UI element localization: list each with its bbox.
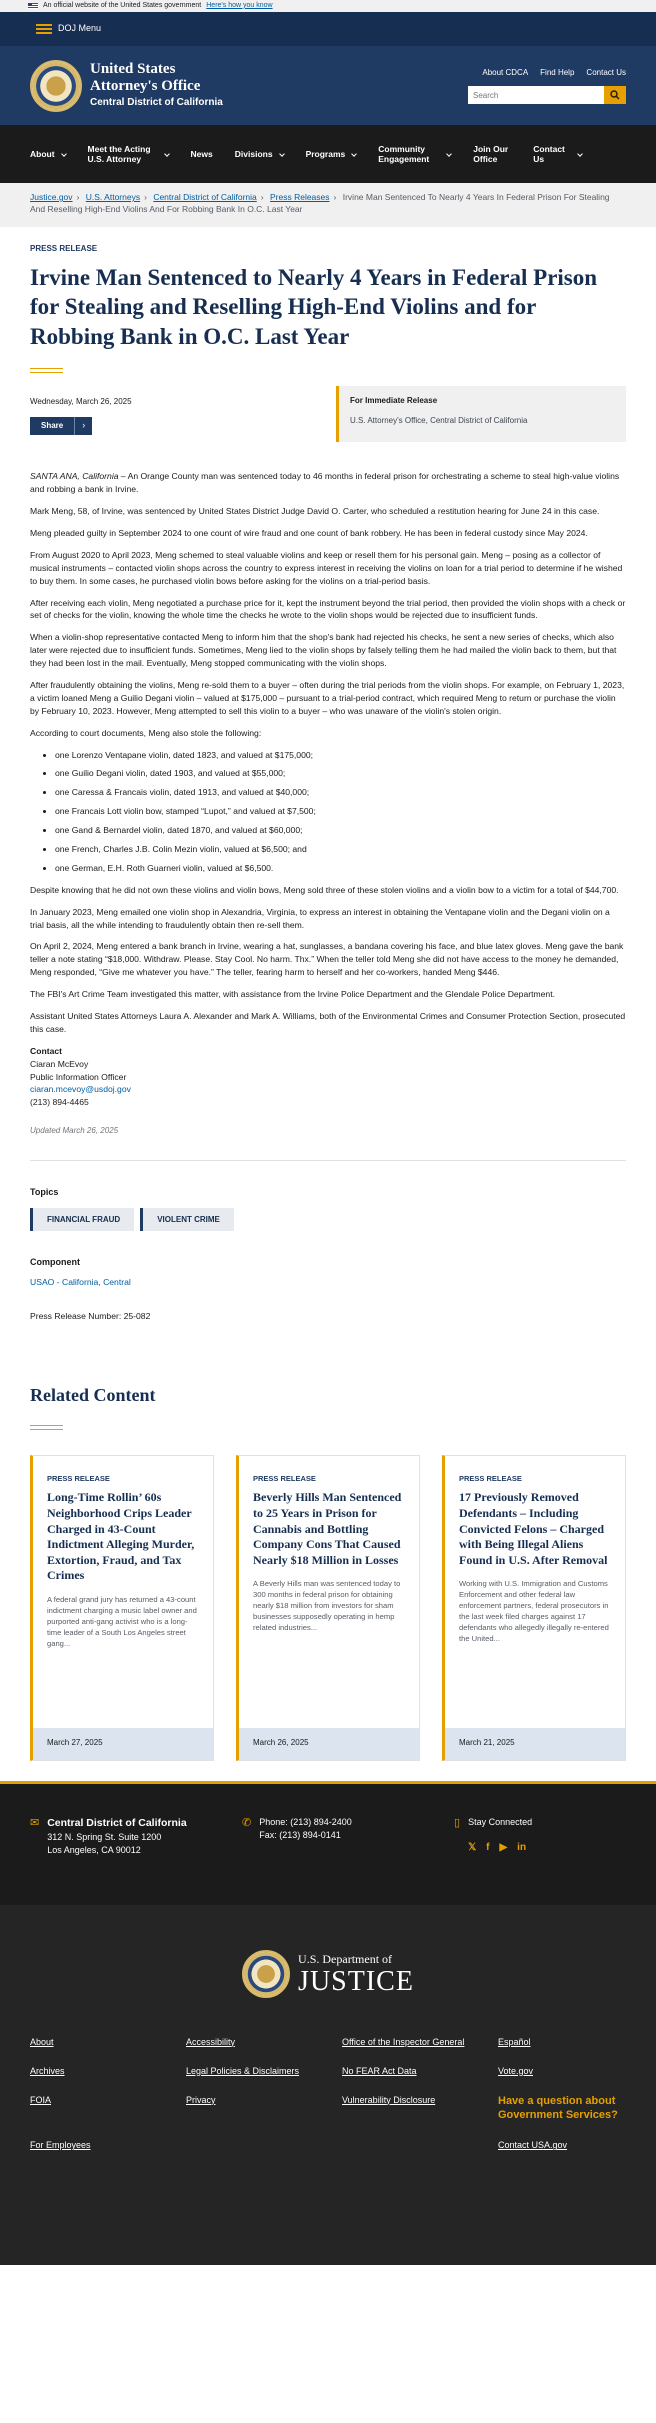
card-kicker: PRESS RELEASE <box>47 1473 110 1483</box>
article-body <box>30 470 626 1036</box>
topic-tag-financial-fraud[interactable]: FINANCIAL FRAUD <box>30 1208 134 1232</box>
card-kicker: PRESS RELEASE <box>253 1473 316 1483</box>
search-icon <box>610 90 620 100</box>
list-item: • one German, E.H. Roth Guarneri violin, valued at $6,500. <box>55 862 626 875</box>
contact-phone: (213) 894-4465 <box>30 1097 89 1108</box>
footer-link-inspector-general[interactable]: Office of the Inspector General <box>342 2036 465 2047</box>
gov-banner-text: An official website of the United States government <box>43 1 202 9</box>
card-date: March 26, 2025 <box>239 1728 419 1760</box>
paragraph: Despite knowing that he did not own these violins and violin bows, Meng sold three of these stolen violins and a violin bow to a victim for a total of $44,700. <box>30 884 619 895</box>
topics-heading: Topics <box>30 1186 59 1197</box>
paragraph: In January 2023, Meng emailed one violin shop in Alexandria, Virginia, to express an interest in obtaining the Ventapane violin and the Degani violin on a trial basis, all the while intending to fraudulently obtain then re-sell them. <box>30 906 610 930</box>
breadcrumb-justice[interactable]: Justice.gov <box>30 192 73 202</box>
footer-office-name: Central District of California <box>47 1816 187 1829</box>
x-twitter-icon[interactable]: 𝕏 <box>468 1841 477 1853</box>
footer-phone: Phone: (213) 894-2400 <box>259 1816 352 1827</box>
article-kicker: PRESS RELEASE <box>30 244 98 253</box>
article-date: Wednesday, March 26, 2025 <box>30 397 132 407</box>
chevron-down-icon <box>164 151 170 157</box>
paragraph: The FBI's Art Crime Team investigated this matter, with assistance from the Irvine Police Department and the Glendale Police Department. <box>30 989 555 1000</box>
footer-link-employees[interactable]: For Employees <box>30 2140 91 2151</box>
card-description: A Beverly Hills man was sentenced today to 300 months in federal prison for obtaining nearly $18 million from investors for sham businesses supposedly operating in hemp related industries... <box>253 1579 401 1633</box>
heres-how-link[interactable]: Here's how you know <box>206 1 273 9</box>
site-logo[interactable] <box>30 60 223 112</box>
chevron-down-icon <box>279 151 285 157</box>
doj-menu-bar <box>0 12 656 46</box>
footer-link-legal-policies[interactable]: Legal Policies & Disclaimers <box>186 2065 300 2076</box>
paragraph: Assistant United States Attorneys Laura A. Alexander and Mark A. Williams, both of the Environmental Crimes and Consumer Protection Section, prosecuted this case. <box>30 1010 626 1034</box>
updated-date: Updated March 26, 2025 <box>30 1126 119 1136</box>
phone-icon: ✆ <box>242 1816 252 1829</box>
chevron-right-icon: › <box>74 417 92 435</box>
related-cards <box>30 1455 626 1761</box>
gold-divider <box>30 368 63 373</box>
facebook-icon[interactable]: f <box>486 1841 490 1853</box>
footer-main <box>0 1905 656 2265</box>
gold-divider <box>30 1425 63 1430</box>
doj-logo-line1: U.S. Department of <box>298 1951 393 1966</box>
doj-seal-icon <box>242 1950 290 1998</box>
nav-programs[interactable]: Programs <box>306 149 357 159</box>
site-subtitle: Central District of California <box>90 96 223 108</box>
youtube-icon[interactable]: ▶ <box>499 1841 508 1853</box>
paragraph: Mark Meng, 58, of Irvine, was sentenced by United States District Judge David O. Carter, who scheduled a restitution hearing for June 24 in this case. <box>30 506 600 517</box>
topics-section <box>30 1186 626 1232</box>
list-item: • one Caressa & Francais violin, dated 1913, and valued at $40,000; <box>55 786 626 799</box>
list-item: • one Lorenzo Ventapane violin, dated 1823, and valued at $175,000; <box>55 749 626 762</box>
mail-icon: ✉ <box>30 1816 40 1829</box>
paragraph: After fraudulently obtaining the violins, Meng re-sold them to a buyer – often during the trial periods from the violin shops. For example, on February 1, 2023, a victim loaned Meng a Guilio Degani violin – valued at $175,000 – pursuant to a trial-period contract, which required Meng to return or purchase the violin by February 10, 2023. However, Meng attempted to sell this violin to a buyer – who was unaware of the violin's stolen origin. <box>30 679 625 716</box>
mobile-icon: ▯ <box>454 1816 461 1829</box>
list-item: • one Francais Lott violin bow, stamped “Lupot,” and valued at $7,500; <box>55 805 626 818</box>
footer-link-archives[interactable]: Archives <box>30 2065 65 2076</box>
list-item: • one Gand & Bernardel violin, dated 1870, and valued at $60,000; <box>55 824 626 837</box>
list-item: • one French, Charles J.B. Colin Mezin violin, valued at $6,500; and <box>55 843 626 856</box>
footer-address-1: 312 N. Spring St. Suite 1200 <box>47 1831 162 1842</box>
about-cdca-link[interactable]: About CDCA <box>482 67 529 77</box>
find-help-link[interactable]: Find Help <box>540 67 575 77</box>
footer-link-vulnerability[interactable]: Vulnerability Disclosure <box>342 2094 436 2105</box>
doj-footer-logo[interactable] <box>30 1950 626 1998</box>
site-title-line1: United States <box>90 61 176 77</box>
press-release-number: Press Release Number: 25-082 <box>30 1310 151 1321</box>
related-content-heading: Related Content <box>30 1385 156 1406</box>
footer-link-about[interactable]: About <box>30 2036 54 2047</box>
contact-us-link[interactable]: Contact Us <box>586 67 626 77</box>
gov-banner <box>0 0 656 12</box>
search-input[interactable] <box>468 86 604 104</box>
linkedin-icon[interactable]: in <box>517 1841 527 1853</box>
chevron-down-icon <box>61 151 67 157</box>
contact-email-link[interactable]: ciaran.mcevoy@usdoj.gov <box>30 1084 131 1095</box>
contact-usagov-link[interactable]: Contact USA.gov <box>498 2140 568 2151</box>
related-card[interactable] <box>442 1455 626 1761</box>
main-nav <box>0 125 656 183</box>
paragraph: Meng pleaded guilty in September 2024 to one count of wire fraud and one count of bank robbery. He has been in federal custody since May 2024. <box>30 527 588 538</box>
contact-name: Ciaran McEvoy <box>30 1058 89 1069</box>
component-section <box>30 1256 626 1288</box>
us-flag-icon <box>28 3 38 9</box>
paragraph: SANTA ANA, California – An Orange County man was sentenced today to 46 months in federal prison for orchestrating a scheme to steal high-value violins and robbing a bank in Irvine. <box>30 471 620 495</box>
breadcrumb-cdca[interactable]: Central District of California <box>153 192 257 202</box>
footer-links <box>30 2036 626 2153</box>
paragraph: When a violin-shop representative contacted Meng to inform him that the shop's bank had rejected his checks, he sent a new series of checks, which also later were rejected due to insufficient funds. Sometimes, Meng lied to the violin shops by falsely telling them he had mailed the violin back to them, but that they had been lost in the mail. Eventually, Meng stopped communicating with the violin shops. <box>30 632 617 669</box>
card-date: March 27, 2025 <box>33 1728 213 1760</box>
paragraph: According to court documents, Meng also stole the following: <box>30 727 262 738</box>
doj-logo-line2: JUSTICE <box>298 1966 414 1998</box>
list-item: • one Guilio Degani violin, dated 1903, and valued at $55,000; <box>55 767 626 780</box>
government-services-question: Have a question about Government Services? <box>498 2094 618 2122</box>
contact-heading: Contact <box>30 1045 62 1056</box>
card-title[interactable]: Beverly Hills Man Sentenced to 25 Years in Prison for Cannabis and Bottling Company Cons That Caused Nearly $18 Million in Losses <box>253 1490 402 1567</box>
paragraph: From August 2020 to April 2023, Meng schemed to steal valuable violins and keep or resell them for his personal gain. Meng – posing as a collector of musical instruments – contacted violin shops across the country to express interest in receiving the violins on loan for a trial period to determine if he wished to buy them. In some cases, he purchased violin bows before asking for the violins on a trial-period basis. <box>30 549 623 586</box>
divider <box>30 1160 626 1161</box>
menu-icon[interactable] <box>36 24 52 34</box>
breadcrumb-press-releases[interactable]: Press Releases <box>269 192 330 202</box>
card-description: Working with U.S. Immigration and Customs Enforcement and other federal law enforcement partners, federal prosecutors in the last week filed charges against 17 defendants who allegedly illegally re-entered the United... <box>459 1579 609 1644</box>
chevron-down-icon <box>577 151 583 157</box>
card-date: March 21, 2025 <box>445 1728 625 1760</box>
nav-news[interactable]: News <box>190 148 213 159</box>
footer-fax: Fax: (213) 894-0141 <box>259 1829 341 1840</box>
card-description: A federal grand jury has returned a 43-count indictment charging a music label owner and purported anti-gang activist who is a long-time leader of a South Los Angeles street gang... <box>47 1594 197 1648</box>
contact-block <box>30 1045 626 1109</box>
share-button[interactable] <box>30 417 92 435</box>
component-heading: Component <box>30 1257 80 1268</box>
footer-link-vote[interactable]: Vote.gov <box>498 2065 534 2076</box>
related-card[interactable] <box>30 1455 214 1761</box>
chevron-down-icon <box>351 151 357 157</box>
release-label: For Immediate Release <box>350 396 438 406</box>
nav-divisions[interactable]: Divisions <box>235 149 284 159</box>
nav-about[interactable]: About <box>30 149 66 159</box>
breadcrumb-current: Irvine Man Sentenced To Nearly 4 Years In Federal Prison For Stealing And Reselling High-End Violins And For Robbing Bank In O.C. Last Year <box>30 192 610 215</box>
card-kicker: PRESS RELEASE <box>459 1473 522 1483</box>
footer-link-espanol[interactable]: Español <box>498 2036 531 2047</box>
nav-community-engagement[interactable]: Community Engagement <box>378 144 451 164</box>
share-label: Share <box>30 417 74 435</box>
topic-tag-violent-crime[interactable]: VIOLENT CRIME <box>140 1208 234 1232</box>
component-link[interactable]: USAO - California, Central <box>30 1276 131 1287</box>
chevron-down-icon <box>446 151 452 157</box>
footer-address-2: Los Angeles, CA 90012 <box>47 1844 141 1855</box>
search-button[interactable] <box>604 86 626 104</box>
card-title[interactable]: Long-Time Rollin’ 60s Neighborhood Crips Leader Charged in 43-Count Indictment Alleging Murder, Extortion, Fraud, and Tax Crimes <box>47 1490 195 1583</box>
footer-link-foia[interactable]: FOIA <box>30 2094 52 2105</box>
footer-link-accessibility[interactable]: Accessibility <box>186 2036 236 2047</box>
release-box <box>336 386 626 442</box>
nav-contact-us[interactable]: Contact Us <box>533 144 582 164</box>
nav-join-our-office[interactable]: Join Our Office <box>473 143 509 164</box>
contact-title: Public Information Officer <box>30 1071 127 1082</box>
stay-connected-label: Stay Connected <box>468 1816 533 1827</box>
nav-acting-us-attorney[interactable]: Meet the Acting U.S. Attorney <box>88 144 169 164</box>
card-title[interactable]: 17 Previously Removed Defendants – Including Convicted Felons – Charged with Being Illegal Aliens Found in U.S. After Removal <box>459 1490 608 1567</box>
page-title: Irvine Man Sentenced to Nearly 4 Years in Federal Prison for Stealing and Reselling High-End Violins and for Robbing Bank in O.C. Last Year <box>30 264 598 350</box>
breadcrumb: Justice.gov › U.S. Attorneys › Central District of California › Press Releases › Irvine Man Sentenced To Nearly 4 Years In Federal Prison For Stealing And Reselling High-End Violins And For Robbing Bank In O.C. Last Year <box>0 183 656 227</box>
doj-menu-button[interactable]: DOJ Menu <box>58 23 102 34</box>
related-card[interactable] <box>236 1455 420 1761</box>
footer-link-privacy[interactable]: Privacy <box>186 2094 216 2105</box>
doj-seal-icon <box>30 60 82 112</box>
stolen-items-list <box>55 749 626 875</box>
footer-contact <box>0 1781 656 1905</box>
release-office: U.S. Attorney's Office, Central District of California <box>350 415 528 425</box>
footer-link-no-fear[interactable]: No FEAR Act Data <box>342 2065 417 2076</box>
masthead <box>0 46 656 125</box>
site-title-line2: Attorney's Office <box>90 78 201 95</box>
breadcrumb-us-attorneys[interactable]: U.S. Attorneys <box>85 192 141 202</box>
paragraph: On April 2, 2024, Meng entered a bank branch in Irvine, wearing a hat, sunglasses, a bandana covering his face, and blue latex gloves. Meng gave the bank teller a note stating “$18,000. Withdraw. Please. Stay Cool. No harm. Thx.” When the teller told Meng she did not have access to the money he demanded, Meng responded, “Give me whatever you have.” The teller, fearing harm to herself and her co-workers, handed Meng $446. <box>30 941 624 978</box>
paragraph: After receiving each violin, Meng negotiated a purchase price for it, kept the instrument beyond the trial period, then provided the violin shops with a check or set of checks for the violin, knowing the whole time the checks he wrote to the violin shops would be rejected due to insufficient funds. <box>30 597 626 621</box>
